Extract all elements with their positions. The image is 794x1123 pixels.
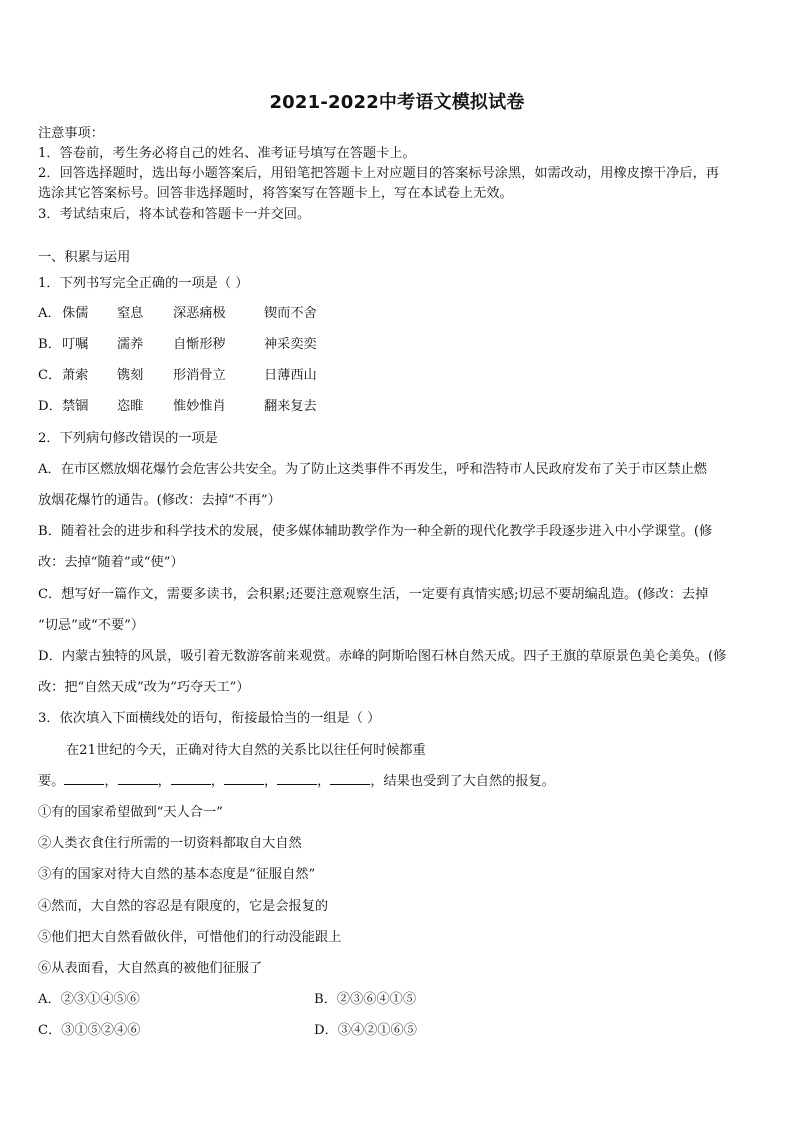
- q3-option-c: [38, 1019, 140, 1038]
- option-label: A．: [38, 992, 61, 1007]
- q1-stem: 1．下列书写完全正确的一项是（ ）: [38, 276, 249, 291]
- q3-item: ③有的国家对待大自然的基本态度是“征服自然”: [38, 867, 316, 882]
- option-label: B．: [38, 337, 61, 352]
- option-word: 锲而不舍: [264, 306, 317, 321]
- notice-line: 2．回答选择题时，选出每小题答案后，用铅笔把答题卡上对应题目的答案标号涂黑，如需改动，用橡皮擦干净后，再: [38, 166, 719, 181]
- passage-comma: ，: [210, 774, 224, 789]
- option-word: 日薄西山: [264, 368, 317, 383]
- option-word: 萧索: [62, 368, 89, 383]
- answer-blank: [277, 774, 317, 785]
- answer-blank: [330, 774, 370, 785]
- option-word: 窒息: [117, 306, 144, 321]
- q2-line: 改：去掉“随着”或“使”）: [38, 555, 184, 570]
- q2-line: 改：把“自然天成”改为“巧夺天工”）: [38, 680, 250, 695]
- notice-line: 选涂其它答案标号。回答非选择题时，将答案写在答题卡上，写在本试卷上无效。: [38, 186, 513, 201]
- notice-line: 3．考试结束后，将本试卷和答题卡一并交回。: [38, 207, 311, 222]
- q3-item: ②人类衣食住行所需的一切资料都取自大自然: [38, 836, 302, 851]
- passage-comma: ，: [317, 774, 331, 789]
- option-value: ③④②①⑥⑤: [337, 1023, 417, 1038]
- option-label: D．: [314, 1023, 338, 1038]
- option-word: 叮嘱: [62, 337, 89, 352]
- q3-option-d: [314, 1019, 417, 1038]
- q3-passage-blanks: [38, 770, 555, 789]
- q3-item: ④然而，大自然的容忍是有限度的，它是会报复的: [38, 899, 329, 914]
- option-value: ②③①④⑤⑥: [60, 992, 140, 1007]
- notice-line: 1．答卷前，考生务必将自己的姓名、准考证号填写在答题卡上。: [38, 146, 416, 161]
- passage-comma: ，: [104, 774, 118, 789]
- q2-line: 放烟花爆竹的通告。(修改：去掉“不再”）: [38, 493, 281, 508]
- answer-blank: [64, 774, 104, 785]
- option-label: A．: [38, 306, 61, 321]
- option-word: 侏儒: [62, 306, 89, 321]
- answer-blank: [224, 774, 264, 785]
- option-word: 翻来复去: [264, 399, 317, 414]
- q2-line: “切忌”或“不要”）: [38, 618, 145, 633]
- q2-stem: 2．下列病句修改错误的一项是: [38, 431, 218, 446]
- q3-option-b: [314, 988, 416, 1007]
- q3-item: ①有的国家希望做到“天人合一”: [38, 805, 223, 820]
- option-value: ③①⑤②④⑥: [61, 1023, 141, 1038]
- option-label: B．: [314, 992, 337, 1007]
- q3-item: ⑤他们把大自然看做伙伴，可惜他们的行动没能跟上: [38, 930, 342, 945]
- q2-line: C．想写好一篇作文，需要多读书，会积累;还要注意观察生活，一定要有真情实感;切忌不要胡编乱造。(修改：去掉: [38, 587, 709, 602]
- option-word: 形消骨立: [173, 368, 226, 383]
- q3-passage-line: 在21世纪的今天，正确对待大自然的关系比以往任何时候都重: [66, 743, 426, 758]
- option-word: 镌刻: [117, 368, 144, 383]
- q2-line: D．内蒙古独特的风景，吸引着无数游客前来观赏。赤峰的阿斯哈图石林自然天成。四子王旗的草原景色美仑美奂。(修: [38, 649, 727, 664]
- passage-comma: ，: [263, 774, 278, 789]
- q2-line: B．随着社会的进步和科学技术的发展，使多媒体辅助教学作为一种全新的现代化教学手段逐步进入中小学课堂。(修: [38, 524, 713, 539]
- passage-text: ，结果也受到了大自然的报复。: [370, 774, 555, 789]
- option-word: 惟妙惟肖: [173, 399, 226, 414]
- option-value: ②③⑥④①⑤: [336, 992, 417, 1007]
- notice-heading: 注意事项：: [38, 126, 104, 141]
- option-label: C．: [38, 368, 62, 383]
- q3-option-a: [38, 988, 140, 1007]
- section-heading: 一、积累与运用: [38, 250, 131, 265]
- page-title: 2021-2022中考语文模拟试卷: [269, 92, 525, 113]
- option-label: C．: [38, 1023, 62, 1038]
- q3-stem: 3．依次填入下面横线处的语句，衔接最恰当的一组是（ ）: [38, 711, 381, 726]
- passage-text: 要。: [38, 774, 65, 789]
- option-word: 禁锢: [62, 399, 89, 414]
- option-word: 濡养: [117, 337, 144, 352]
- answer-blank: [118, 774, 158, 785]
- option-word: 神采奕奕: [264, 337, 317, 352]
- option-label: D．: [38, 399, 62, 414]
- q2-line: A．在市区燃放烟花爆竹会危害公共安全。为了防止这类事件不再发生，呼和浩特市人民政府发布了关于市区禁止燃: [38, 462, 707, 477]
- option-word: 恣睢: [117, 399, 144, 414]
- option-word: 深恶痛极: [173, 306, 226, 321]
- answer-blank: [171, 774, 211, 785]
- option-word: 自惭形秽: [173, 337, 226, 352]
- passage-comma: ，: [157, 774, 171, 789]
- q3-item: ⑥从表面看，大自然真的被他们征服了: [38, 961, 263, 976]
